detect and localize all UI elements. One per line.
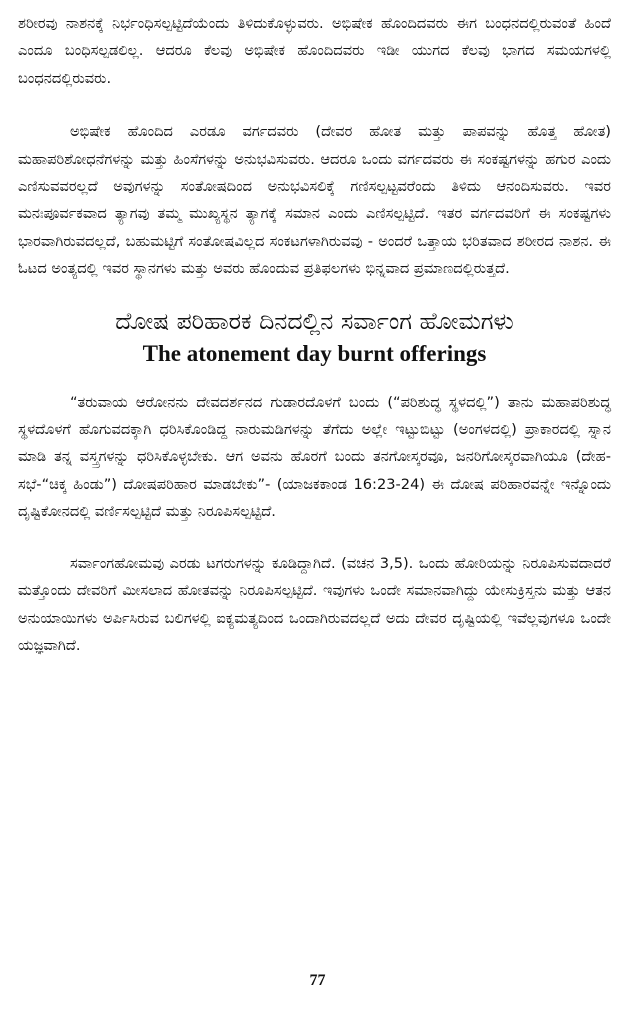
section-heading-kannada: ದೋಷ ಪರಿಹಾರಕ ದಿನದಲ್ಲಿನ ಸರ್ವಾಂಗ ಹೋಮಗಳು (115, 306, 514, 335)
paragraph-body-3: “ತರುವಾಯ ಆರೋನನು ದೇವದರ್ಶನದ ಗುಡಾರದೊಳಗೆ ಬಂದು (“ಪರಿಶುದ್ಧ ಸ್ಥಳದಲ್ಲಿ”) ತಾನು ಮಹಾಪರಿಶುದ್ಧ ಸ್ಥಳದೊಳಗೆ ಹೊಗುವದಕ್ಕಾಗಿ ಧರಿಸಿಕೊಂಡಿದ್ದ ನಾರುಮಡಿಗಳನ್ನು ತೆಗೆದು ಅಲ್ಲೇ ಇಟ್ಟುಬಿಟ್ಟು (ಅಂಗಳದಲ್ಲಿ) ಪ್ರಾಕಾರದಲ್ಲಿ ಸ್ನಾನ ಮಾಡಿ ತನ್ನ ವಸ್ತ್ರಗಳನ್ನು ಧರಿಸಿಕೊಳ್ಳಬೇಕು. ಆಗ ಅವನು ಹೊರಗೆ ಬಂದು ತನಗೋಸ್ಕರವೂ, ಜನರಿಗೋಸ್ಕರವಾಗಿಯೂ (ದೇಹ-ಸಭೆ-“ಚಿಕ್ಕ ಹಿಂಡು”) ದೋಷಪರಿಹಾರ ಮಾಡಬೇಕು”- (ಯಾಜಕಕಾಂಡ 16:23-24) ಈ ದೋಷ ಪರಿಹಾರವನ್ನೇ ಇನ್ನೊಂದು ದೃಷ್ಟಿಕೋನದಲ್ಲಿ ವರ್ಣಿಸಲ್ಪಟ್ಟಿದೆ ಮತ್ತು ನಿರೂಪಿಸಲ್ಪಟ್ಟಿದೆ. (18, 393, 611, 521)
paragraph-body-4: ಸರ್ವಾಂಗಹೋಮವು ಎರಡು ಟಗರುಗಳನ್ನು ಕೂಡಿದ್ದಾಗಿದೆ. (ವಚನ 3,5). ಒಂದು ಹೋರಿಯನ್ನು ನಿರೂಪಿಸುವದಾದರೆ ಮತ್ತೊಂದು ದೇವರಿಗೆ ಮೀಸಲಾದ ಹೋತವನ್ನು ನಿರೂಪಿಸಲ್ಪಟ್ಟಿದೆ. ಇವುಗಳು ಒಂದೇ ಸಮಾನವಾಗಿದ್ದು ಯೇಸುಕ್ರಿಸ್ತನು ಮತ್ತು ಆತನ ಅನುಯಾಯಿಗಳು ಅರ್ಪಿಸಿರುವ ಬಲಿಗಳಲ್ಲಿ ಐಕ್ಯಮತ್ಯದಿಂದ ಒಂದಾಗಿರುವದಲ್ಲದೆ ಅದು ದೇವರ ದೃಷ್ಟಿಯಲ್ಲಿ ಇವೆಲ್ಲವುಗಳೂ ಒಂದೇ ಯಜ್ಞವಾಗಿದೆ. (18, 554, 611, 654)
page-number: 77 (309, 972, 326, 989)
paragraph-body-2: ಅಭಿಷೇಕ ಹೊಂದಿದ ಎರಡೂ ವರ್ಗದವರು (ದೇವರ ಹೋತ ಮತ್ತು ಪಾಪವನ್ನು ಹೊತ್ತ ಹೋತ) ಮಹಾಪರಿಶೋಧನೆಗಳನ್ನು ಮತ್ತು ಹಿಂಸೆಗಳನ್ನು ಅನುಭವಿಸುವರು. ಆದರೂ ಒಂದು ವರ್ಗದವರು ಈ ಸಂಕಷ್ಟಗಳನ್ನು ಹಗುರ ಎಂದು ಎಣಿಸುವವರಲ್ಲದೆ ಅವುಗಳನ್ನು ಸಂತೋಷದಿಂದ ಅನುಭವಿಸಲಿಕ್ಕೆ ಗಣಿಸಲ್ಪಟ್ಟವರೆಂದು ತಿಳಿದು ಆನಂದಿಸುವರು. ಇವರ ಮನಃಪೂರ್ವಕವಾದ ತ್ಯಾಗವು ತಮ್ಮ ಮುಖ್ಯಸ್ಥನ ತ್ಯಾಗಕ್ಕೆ ಸಮಾನ ಎಂದು ಎಣಿಸಲ್ಪಟ್ಟಿದೆ. ಇತರ ವರ್ಗದವರಿಗೆ ಈ ಸಂಕಷ್ಟಗಳು ಭಾರವಾಗಿರುವದಲ್ಲದೆ, ಬಹುಮಟ್ಟಿಗೆ ಸಂತೋಷವಿಲ್ಲದ ಸಂಕಟಗಳಾಗಿರುವವು - ಅಂದರೆ ಒತ್ತಾಯ ಭರಿತವಾದ ಶರೀರದ ನಾಶನ. ಈ ಓಟದ ಅಂತ್ಯದಲ್ಲಿ ಇವರ ಸ್ಥಾನಗಳು ಮತ್ತು ಅವರು ಹೊಂದುವ ಪ್ರತಿಫಲಗಳು ಭಿನ್ನವಾದ ಪ್ರಮಾಣದಲ್ಲಿರುತ್ತದೆ. (18, 123, 611, 278)
paragraph-body-1: ಶರೀರವು ನಾಶನಕ್ಕೆ ನಿರ್ಭಂಧಿಸಲ್ಪಟ್ಟಿದೆಯೆಂದು ತಿಳಿದುಕೊಳ್ಳುವರು. ಅಭಿಷೇಕ ಹೊಂದಿದವರು ಈಗ ಬಂಧನದಲ್ಲಿರುವಂತೆ ಹಿಂದೆ ಎಂದೂ ಬಂಧಿಸಲ್ಪಡಲಿಲ್ಲ. ಆದರೂ ಕೆಲವು ಅಭಿಷೇಕ ಹೊಂದಿದವರು ಇಡೀ ಯುಗದ ಕೆಲವು ಭಾಗದ ಸಮಯಗಳಲ್ಲಿ ಬಂಧನದಲ್ಲಿರುವರು. (18, 15, 611, 87)
section-heading-english: The atonement day burnt offerings (142, 340, 487, 366)
